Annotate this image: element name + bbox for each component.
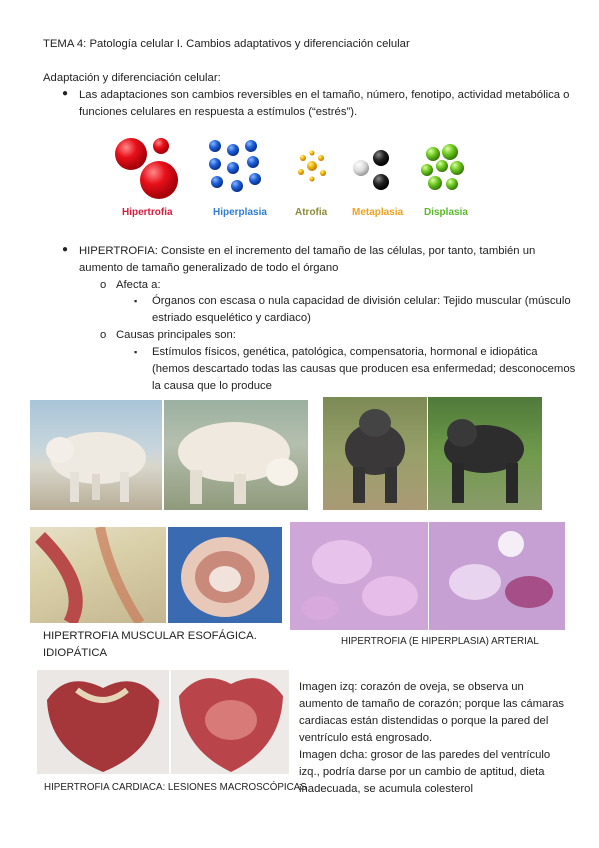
paragraph-line: (hemos descartado todas las causas que producen esa enfermedad; desconocemos <box>152 363 576 375</box>
paragraph-line: la causa que lo produce <box>152 380 272 392</box>
heart-photo-left <box>37 670 169 774</box>
bull-photo-left <box>30 400 162 510</box>
sub-bullet-label: Causas principales son: <box>116 329 236 341</box>
arterial-histology-right <box>429 522 565 630</box>
esophagus-photo-open <box>30 527 166 623</box>
diagram-label-hipertrofia: Hipertrofia <box>122 207 173 218</box>
caption-esophagus: IDIOPÁTICA <box>43 647 108 659</box>
sub-bullet-marker: o <box>100 329 107 341</box>
caption-esophagus: HIPERTROFIA MUSCULAR ESOFÁGICA. <box>43 630 257 642</box>
bullet-marker: ● <box>62 244 69 255</box>
caption-arterial: HIPERTROFIA (E HIPERPLASIA) ARTERIAL <box>341 636 539 647</box>
square-bullet-marker: ▪ <box>134 296 138 306</box>
hypertrophy-cells-icon <box>115 138 178 199</box>
esophagus-photo-section <box>168 527 282 623</box>
bull-photo-right <box>164 400 308 510</box>
dog-photo-left <box>323 397 427 510</box>
page-title: TEMA 4: Patología celular I. Cambios adaptativos y diferenciación celular <box>43 38 410 50</box>
diagram-label-metaplasia: Metaplasia <box>352 207 404 218</box>
heart-description-line: inadecuada, se acumula colesterol <box>299 783 473 795</box>
heart-description-line: cardiacas están distendidas o porque la pared del <box>299 715 549 727</box>
bullet-marker: ● <box>62 88 69 99</box>
paragraph-line: Las adaptaciones son cambios reversibles en el tamaño, número, fenotipo, actividad metabólica o <box>79 89 570 101</box>
heart-description-line: Imagen izq: corazón de oveja, se observa un <box>299 681 524 693</box>
heart-description-line: Imagen dcha: grosor de las paredes del ventrículo <box>299 749 551 761</box>
arterial-histology-left <box>290 522 428 630</box>
hyperplasia-cells-icon <box>209 140 261 192</box>
heart-description-line: izq., podría darse por un cambio de aptitud, dieta <box>299 766 545 778</box>
paragraph-line: Estímulos físicos, genética, patológica, compensatoria, hormonal e idiopática <box>152 346 538 358</box>
paragraph-line: funciones celulares en respuesta a estímulos (“estrés”). <box>79 106 358 118</box>
diagram-label-hiperplasia: Hiperplasia <box>213 207 267 218</box>
paragraph-line: estriado esquelético y cardiaco) <box>152 312 311 324</box>
sub-bullet-label: Afecta a: <box>116 279 161 291</box>
heart-photo-right <box>171 670 289 774</box>
caption-cardiac: HIPERTROFIA CARDIACA: LESIONES MACROSCÓPICAS <box>44 782 307 793</box>
square-bullet-marker: ▪ <box>134 347 138 357</box>
paragraph-line: HIPERTROFIA: Consiste en el incremento del tamaño de las células, por tanto, también un <box>79 245 536 257</box>
section-heading: Adaptación y diferenciación celular: <box>43 72 221 84</box>
atrophy-cells-icon <box>298 151 326 182</box>
metaplasia-cells-icon <box>353 150 389 190</box>
sub-bullet-marker: o <box>100 279 107 291</box>
dog-photo-right <box>428 397 542 510</box>
heart-description-line: aumento de tamaño de corazón; porque las cámaras <box>299 698 565 710</box>
diagram-label-atrofia: Atrofia <box>295 207 328 218</box>
paragraph-line: Órganos con escasa o nula capacidad de división celular: Tejido muscular (músculo <box>152 295 571 307</box>
dysplasia-cells-icon <box>421 144 464 190</box>
paragraph-line: aumento de tamaño generalizado de todo el órgano <box>79 262 339 274</box>
heart-description-line: ventrículo está engrosado. <box>299 732 433 744</box>
diagram-label-displasia: Displasia <box>424 207 468 218</box>
